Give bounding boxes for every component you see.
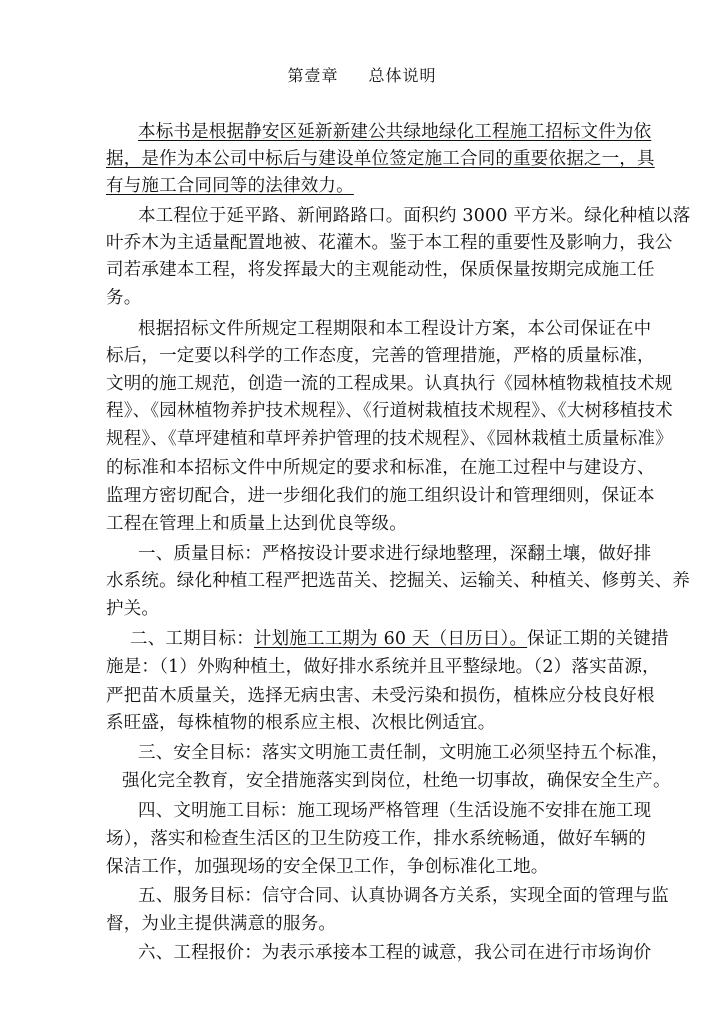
text-line: 标后，一定要以科学的工作态度，完善的管理措施，严格的质量标准， <box>106 346 655 366</box>
text-line: 监理方密切配合，进一步细化我们的施工组织设计和管理细则，保证本 <box>106 486 655 506</box>
chapter-heading: 总体说明 <box>368 66 437 85</box>
text-line: 根据招标文件所规定工程期限和本工程设计方案，本公司保证在中 <box>138 319 652 339</box>
text-line: 强化完全教育，安全措施落实到岗位，杜绝一切事故，确保安全生产。 <box>122 771 671 791</box>
text-line: 本工程位于延平路、新闸路路口。面积约 3000 平方米。绿化种植以落 <box>138 206 691 226</box>
text-line: 的标准和本招标文件中所规定的要求和标准，在施工过程中与建设方、 <box>106 458 655 478</box>
page-title <box>0 63 724 86</box>
text-line: 务。 <box>106 288 142 308</box>
text-line: 严把苗木质量关，选择无病虫害、未受污染和损伤，植株应分枝良好根 <box>106 686 655 706</box>
text-line: 场），落实和检查生活区的卫生防疫工作，排水系统畅通，做好车辆的 <box>106 829 646 849</box>
text-line: 司若承建本工程，将发挥最大的主观能动性，保质保量按期完成施工任 <box>106 260 655 280</box>
text-line: 系旺盛，每株植物的根系应主根、次根比例适宜。 <box>106 713 496 733</box>
text-line: 施是：（1）外购种植土，做好排水系统并且平整绿地。（2）落实苗源， <box>106 657 660 677</box>
text-line: 六、工程报价：为表示承接本工程的诚意，我公司在进行市场询价 <box>138 943 652 963</box>
text-line <box>130 627 669 651</box>
text-line: 护关。 <box>106 599 160 619</box>
text-line: 据，是作为本公司中标后与建设单位签定施工合同的重要依据之一，具 <box>106 149 655 169</box>
text-segment: 保证工期的关键措 <box>527 629 669 649</box>
underlined-segment: 计划施工工期为 60 天（日历日）。 <box>253 629 528 649</box>
text-line: 四、文明施工目标：施工现场严格管理（生活设施不安排在施工现 <box>138 801 652 821</box>
text-line: 文明的施工规范，创造一流的工程成果。认真执行《园林植物栽植技术规 <box>106 374 673 394</box>
text-line: 本标书是根据静安区延新新建公共绿地绿化工程施工招标文件为依 <box>138 122 652 142</box>
text-line: 一、质量目标：严格按设计要求进行绿地整理，深翻土壤，做好排 <box>138 544 652 564</box>
text-line: 督，为业主提供满意的服务。 <box>106 914 337 934</box>
chapter-number: 第壹章 <box>287 66 339 85</box>
text-line: 程》、《园林植物养护技术规程》、《行道树栽植技术规程》、《大树移植技术 <box>106 401 673 421</box>
text-line: 五、服务目标：信守合同、认真协调各方关系，实现全面的管理与监 <box>138 886 669 906</box>
text-line: 规程》、《草坪建植和草坪养护管理的技术规程》、《园林栽植土质量标准》 <box>106 429 673 449</box>
text-line: 工程在管理上和质量上达到优良等级。 <box>106 514 407 534</box>
text-segment: 二、工期目标： <box>130 629 254 649</box>
text-line: 三、安全目标：落实文明施工责任制，文明施工必须坚持五个标准， <box>138 743 669 763</box>
text-line: 叶乔木为主适量配置地被、花灌木。鉴于本工程的重要性及影响力，我公 <box>106 233 673 253</box>
text-line: 有与施工合同同等的法律效力。 <box>106 176 354 196</box>
text-line: 水系统。绿化种植工程严把选苗关、挖掘关、运输关、种植关、修剪关、养 <box>106 571 691 591</box>
text-line: 保洁工作，加强现场的安全保卫工作，争创标准化工地。 <box>106 857 549 877</box>
